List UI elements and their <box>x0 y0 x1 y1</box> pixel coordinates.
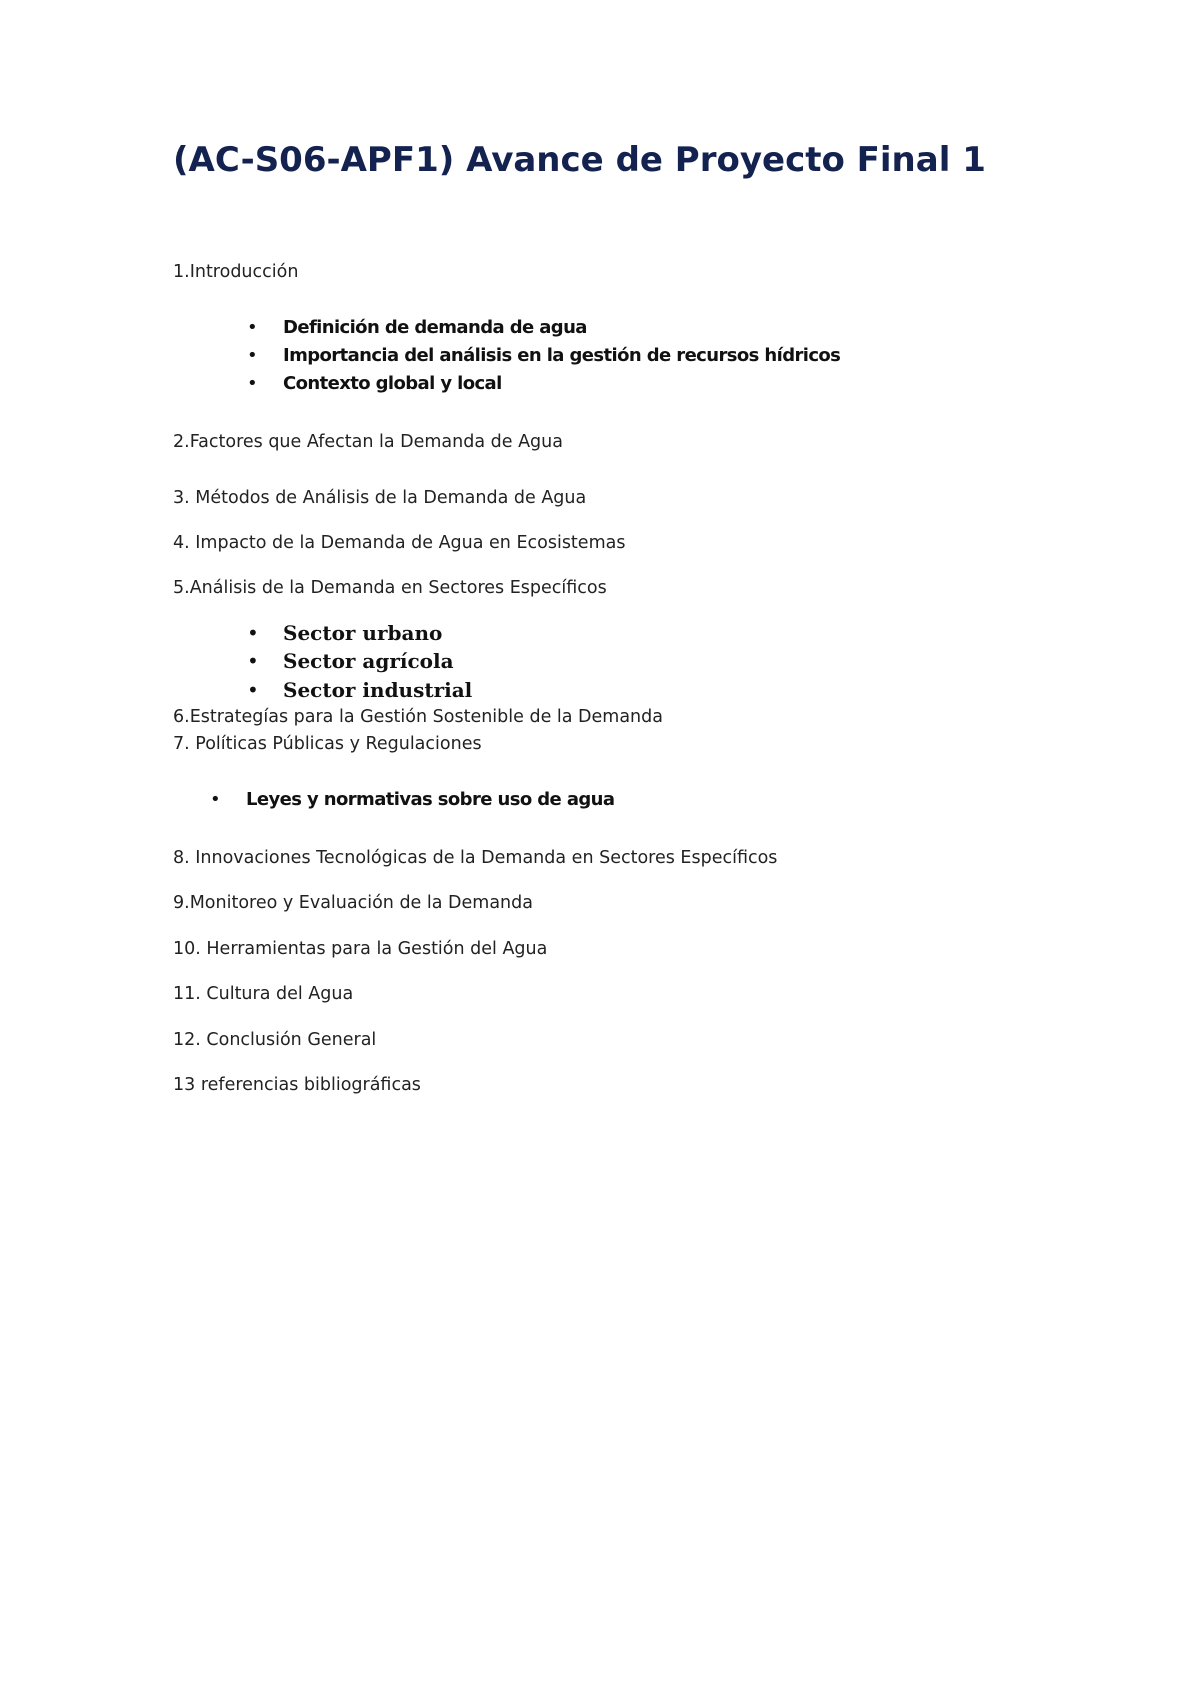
bullet-icon: • <box>247 345 258 366</box>
section-policies: 7. Políticas Públicas y Regulaciones <box>173 734 482 754</box>
section-introduction: 1.Introducción <box>173 262 299 282</box>
section-conclusion: 12. Conclusión General <box>173 1030 377 1050</box>
bullet-text: Sector urbano <box>283 621 443 645</box>
bullet-text: Importancia del análisis en la gestión de recursos hídricos <box>283 345 841 366</box>
bullet-text: Definición de demanda de agua <box>283 317 587 338</box>
document-title: (AC-S06-APF1) Avance de Proyecto Final 1 <box>173 140 986 180</box>
section-methods: 3. Métodos de Análisis de la Demanda de Agua <box>173 488 587 508</box>
bullet-item <box>247 372 947 396</box>
bullet-icon: • <box>247 373 258 394</box>
bullet-icon: • <box>210 789 221 810</box>
section-strategies: 6.Estrategías para la Gestión Sostenible de la Demanda <box>173 707 663 727</box>
section-culture: 11. Cultura del Agua <box>173 984 354 1004</box>
section-factors: 2.Factores que Afectan la Demanda de Agua <box>173 432 563 452</box>
bullet-icon: • <box>247 678 259 702</box>
bullet-text: Sector industrial <box>283 678 473 702</box>
bullet-item <box>247 344 947 368</box>
bullet-text: Contexto global y local <box>283 373 502 394</box>
bullet-icon: • <box>247 317 258 338</box>
bullet-text: Sector agrícola <box>283 649 454 673</box>
section-sectors: 5.Análisis de la Demanda en Sectores Específicos <box>173 578 607 598</box>
bullet-item <box>247 677 747 703</box>
section-tools: 10. Herramientas para la Gestión del Agua <box>173 939 548 959</box>
section-impact: 4. Impacto de la Demanda de Agua en Ecosistemas <box>173 533 626 553</box>
bullet-item <box>210 788 810 812</box>
bullet-icon: • <box>247 649 259 673</box>
bullet-icon: • <box>247 621 259 645</box>
bullet-item <box>247 620 747 646</box>
bullet-item <box>247 316 947 340</box>
section-innovations: 8. Innovaciones Tecnológicas de la Demanda en Sectores Específicos <box>173 848 778 868</box>
section-references: 13 referencias bibliográficas <box>173 1075 421 1095</box>
bullet-item <box>247 648 747 674</box>
section-monitoring: 9.Monitoreo y Evaluación de la Demanda <box>173 893 533 913</box>
bullet-text: Leyes y normativas sobre uso de agua <box>246 789 615 810</box>
